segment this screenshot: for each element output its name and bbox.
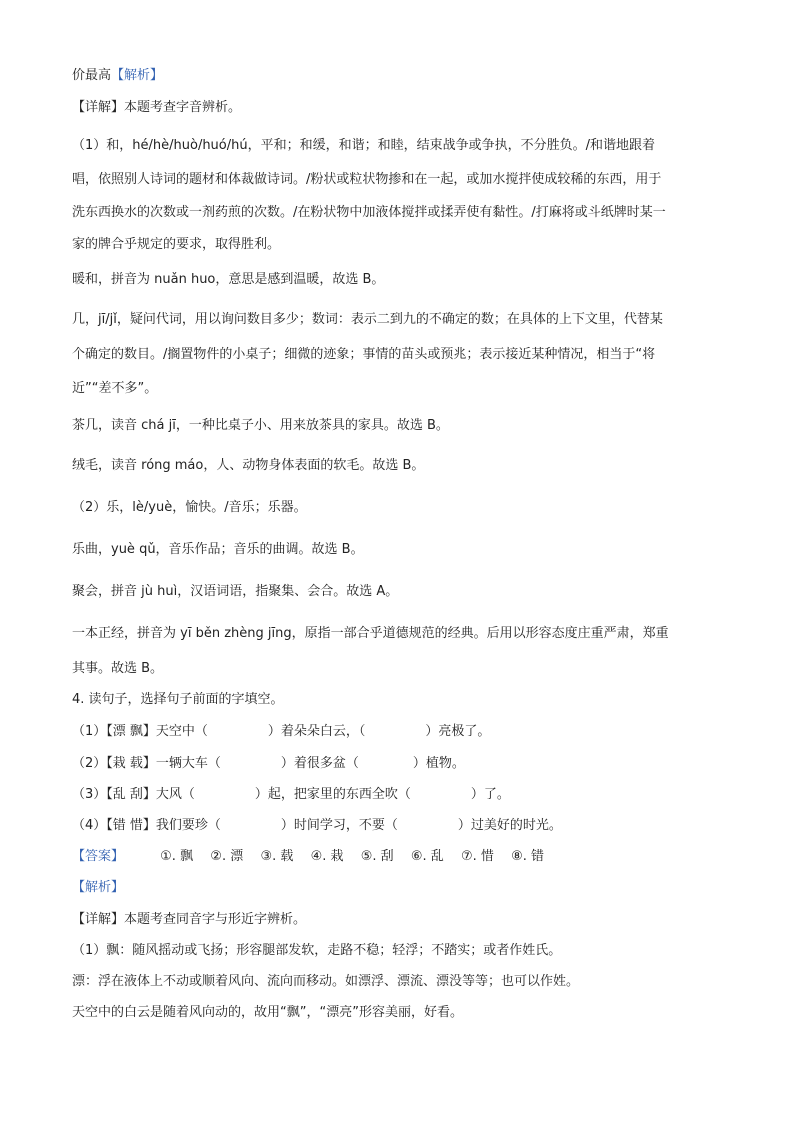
para1-line-3: 洗东西换水的次数或一剂药煎的次数。/在粉状物中加液体搅拌或揉弄使有黏性。/打麻将或斗纸牌时某一 [72,205,666,220]
line-yuequ: 乐曲，yuè qǔ，音乐作品；音乐的曲调。故选 B。 [72,542,364,557]
answer-item: ⑤. 刮 [360,849,394,864]
item-mid: ）时间学习，不要（ [280,818,398,833]
detail-line-2 [72,910,306,930]
item-label: （3）【乱 刮】大风（ [72,787,195,802]
detail-line-1 [72,98,241,118]
detail-tag: 【详解】 [72,100,125,115]
question-4-item-3 [72,785,510,805]
item-end: ）植物。 [412,756,465,771]
analysis-tag: 【解析】 [111,68,164,83]
answer-row [72,847,557,867]
question-4-item-1 [72,722,490,742]
line-rongmao: 绒毛，读音 róng máo，人、动物身体表面的软毛。故选 B。 [72,458,425,473]
top-line [72,66,163,86]
para-ji-line-1: 几，jī/jǐ，疑问代词，用以询问数目多少；数词：表示二到九的不确定的数；在具体的上下文里，代替某 [72,312,663,327]
item-label: （2）【栽 载】一辆大车（ [72,756,221,771]
answer-label: 【答案】 [72,849,125,864]
top-prefix: 价最高 [72,68,112,83]
item-label: （1）【漂 飘】天空中（ [72,724,208,739]
item-mid: ）着朵朵白云，（ [267,724,366,739]
para1-line-1: （1）和，hé/hè/huò/huó/hú，平和；和缓，和谐；和睦，结束战争或争执，不分胜负。/和谐地跟着 [72,138,655,153]
para-zhengjing-line-1: 一本正经，拼音为 yī běn zhèng jīng，原指一部合乎道德规范的经典。后用以形容态度庄重严肃，郑重 [72,626,669,641]
answer-item: ③. 载 [260,849,294,864]
item-end: ）了。 [470,787,510,802]
para-zhengjing-line-2: 其事。故选 B。 [72,661,164,676]
answer-item: ①. 飘 [160,849,194,864]
line-juhui: 聚会，拼音 jù huì，汉语词语，指聚集、会合。故选 A。 [72,584,399,599]
item-mid: ）起，把家里的东西全吹（ [254,787,411,802]
item-end: ）过美好的时光。 [457,818,562,833]
answer-item: ④. 栽 [310,849,344,864]
line-nuanhuo: 暖和，拼音为 nuǎn huo，意思是感到温暖，故选 B。 [72,272,385,287]
para1-line-2: 唱，依照别人诗词的题材和体裁做诗词。/粉状或粒状物掺和在一起，或加水搅拌使成较稀的东西，用于 [72,172,662,187]
detail-tag: 【详解】 [72,912,125,927]
line-le: （2）乐，lè/yuè，愉快。/音乐；乐器。 [72,500,307,515]
line-baiyun: 天空中的白云是随着风向动的，故用“飘”，“漂亮”形容美丽，好看。 [72,1005,463,1020]
item-mid: ）着很多盆（ [280,756,359,771]
para-ji-line-3: 近”“差不多”。 [72,381,158,396]
line-piao: （1）飘：随风摇动或飞扬；形容腿部发软，走路不稳；轻浮；不踏实；或者作姓氏。 [72,943,562,958]
line-chaji: 茶几，读音 chá jī，一种比桌子小、用来放茶具的家具。故选 B。 [72,418,449,433]
question-4-item-2 [72,754,465,774]
answer-item: ⑥. 乱 [410,849,444,864]
detail-text: 本题考查字音辨析。 [124,100,242,115]
item-end: ）亮极了。 [425,724,491,739]
para-ji-line-2: 个确定的数目。/搁置物件的小桌子；细微的迹象；事情的苗头或预兆；表示接近某种情况，相当于“将 [72,347,656,362]
detail-text: 本题考查同音字与形近字辨析。 [124,912,307,927]
analysis-heading: 【解析】 [72,880,125,895]
line-piao2: 漂：浮在液体上不动或顺着风向、流向而移动。如漂浮、漂流、漂没等等；也可以作姓。 [72,974,580,989]
item-label: （4）【错 惜】我们要珍（ [72,818,221,833]
answer-item: ⑦. 惜 [461,849,494,864]
answer-item: ②. 漂 [210,849,244,864]
answer-item: ⑧. 错 [511,849,545,864]
question-4-item-4 [72,816,562,836]
question-4-title: 4. 读句子，选择句子前面的字填空。 [72,692,284,707]
para1-line-4: 家的牌合乎规定的要求，取得胜利。 [72,237,281,252]
